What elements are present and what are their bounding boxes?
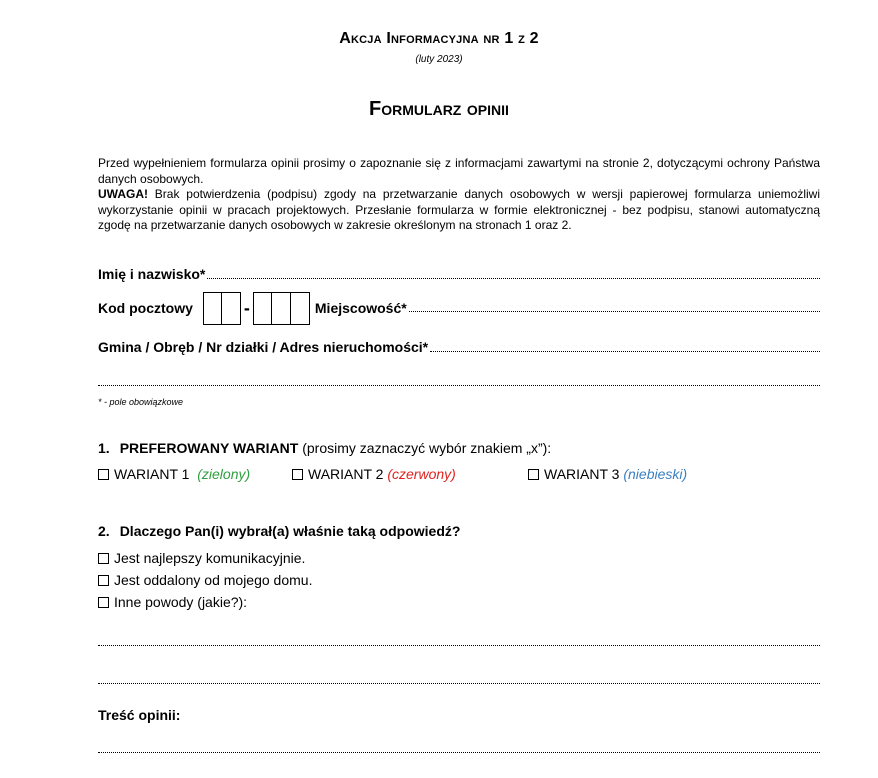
address-input-line-2[interactable] xyxy=(98,385,820,386)
variant-2-checkbox[interactable] xyxy=(292,469,303,480)
variant-1-option[interactable] xyxy=(98,466,250,482)
postal-city-row xyxy=(98,290,820,326)
document-header-date: (luty 2023) xyxy=(415,54,463,65)
section1-heading: PREFEROWANY WARIANT xyxy=(119,440,299,456)
reason-1-checkbox[interactable] xyxy=(98,553,109,564)
postal-digit-box[interactable] xyxy=(272,292,291,325)
address-label: Gmina / Obręb / Nr działki / Adres nieruchomości* xyxy=(98,339,429,355)
city-label: Miejscowość* xyxy=(314,300,407,316)
postal-separator: - xyxy=(243,297,250,318)
reason-3-checkbox[interactable] xyxy=(98,597,109,608)
name-label: Imię i nazwisko* xyxy=(98,266,206,282)
variant-2-color: (czerwony) xyxy=(387,466,456,482)
postal-digit-box[interactable] xyxy=(253,292,272,325)
opinion-line-1[interactable] xyxy=(98,752,820,753)
postal-digit-box[interactable] xyxy=(222,292,241,325)
address-field-row xyxy=(98,339,820,355)
variant-3-color: (niebieski) xyxy=(623,466,688,482)
warning-label: UWAGA! xyxy=(98,187,148,201)
city-input-line[interactable] xyxy=(409,311,820,312)
reason-option-3[interactable] xyxy=(98,594,247,610)
section1-title xyxy=(98,440,551,456)
other-reason-line-1[interactable] xyxy=(98,645,820,646)
intro-text xyxy=(98,156,820,234)
other-reason-line-2[interactable] xyxy=(98,683,820,684)
reason-option-1[interactable] xyxy=(98,550,305,566)
document-header-title: Akcja Informacyjna nr 1 z 2 xyxy=(339,30,539,47)
postal-code-part1[interactable] xyxy=(203,292,241,325)
intro-warning xyxy=(98,187,820,234)
opinion-label: Treść opinii: xyxy=(98,707,181,723)
variant-1-checkbox[interactable] xyxy=(98,469,109,480)
name-input-line[interactable] xyxy=(207,278,820,279)
section1-number: 1. xyxy=(98,440,110,456)
address-input-line[interactable] xyxy=(430,351,820,352)
reason-3-label: Inne powody (jakie?): xyxy=(114,594,248,610)
intro-paragraph: Przed wypełnieniem formularza opinii prosimy o zapoznanie się z informacjami zawartymi na stronie 2, dotyczącymi ochrony Państwa danych osobowych. xyxy=(98,156,820,186)
variant-3-option[interactable] xyxy=(528,466,687,482)
warning-text: Brak potwierdzenia (podpisu) zgody na przetwarzanie danych osobowych w wersji papierowej formularza uniemożliwi wykorzystanie opinii w pracach projektowych. Przesłanie formularza w formie elektronicznej - bez podpisu, stanowi automatyczną zgodę na przetwarzanie danych osobowych w zakresie określonym na stronach 1 oraz 2. xyxy=(98,187,820,232)
variant-3-checkbox[interactable] xyxy=(528,469,539,480)
reason-2-checkbox[interactable] xyxy=(98,575,109,586)
variant-2-label: WARIANT 2 xyxy=(308,466,384,482)
name-field-row xyxy=(98,266,820,282)
postal-digit-box[interactable] xyxy=(203,292,222,325)
variant-1-label: WARIANT 1 xyxy=(114,466,190,482)
section2-heading: Dlaczego Pan(i) wybrał(a) właśnie taką odpowiedź? xyxy=(119,523,461,539)
variant-2-option[interactable] xyxy=(292,466,456,482)
postal-digit-box[interactable] xyxy=(291,292,310,325)
postal-code-part2[interactable] xyxy=(253,292,310,325)
section2-number: 2. xyxy=(98,523,110,539)
postal-code-label: Kod pocztowy xyxy=(98,300,193,316)
section2-title xyxy=(98,523,460,539)
reason-2-label: Jest oddalony od mojego domu. xyxy=(114,572,313,588)
variant-1-color: (zielony) xyxy=(197,466,251,482)
variant-3-label: WARIANT 3 xyxy=(544,466,620,482)
reason-1-label: Jest najlepszy komunikacyjnie. xyxy=(114,550,306,566)
form-title: Formularz opinii xyxy=(369,98,509,120)
required-note: * - pole obowiązkowe xyxy=(98,397,184,407)
reason-option-2[interactable] xyxy=(98,572,312,588)
section1-hint: (prosimy zaznaczyć wybór znakiem „x”): xyxy=(298,440,552,456)
